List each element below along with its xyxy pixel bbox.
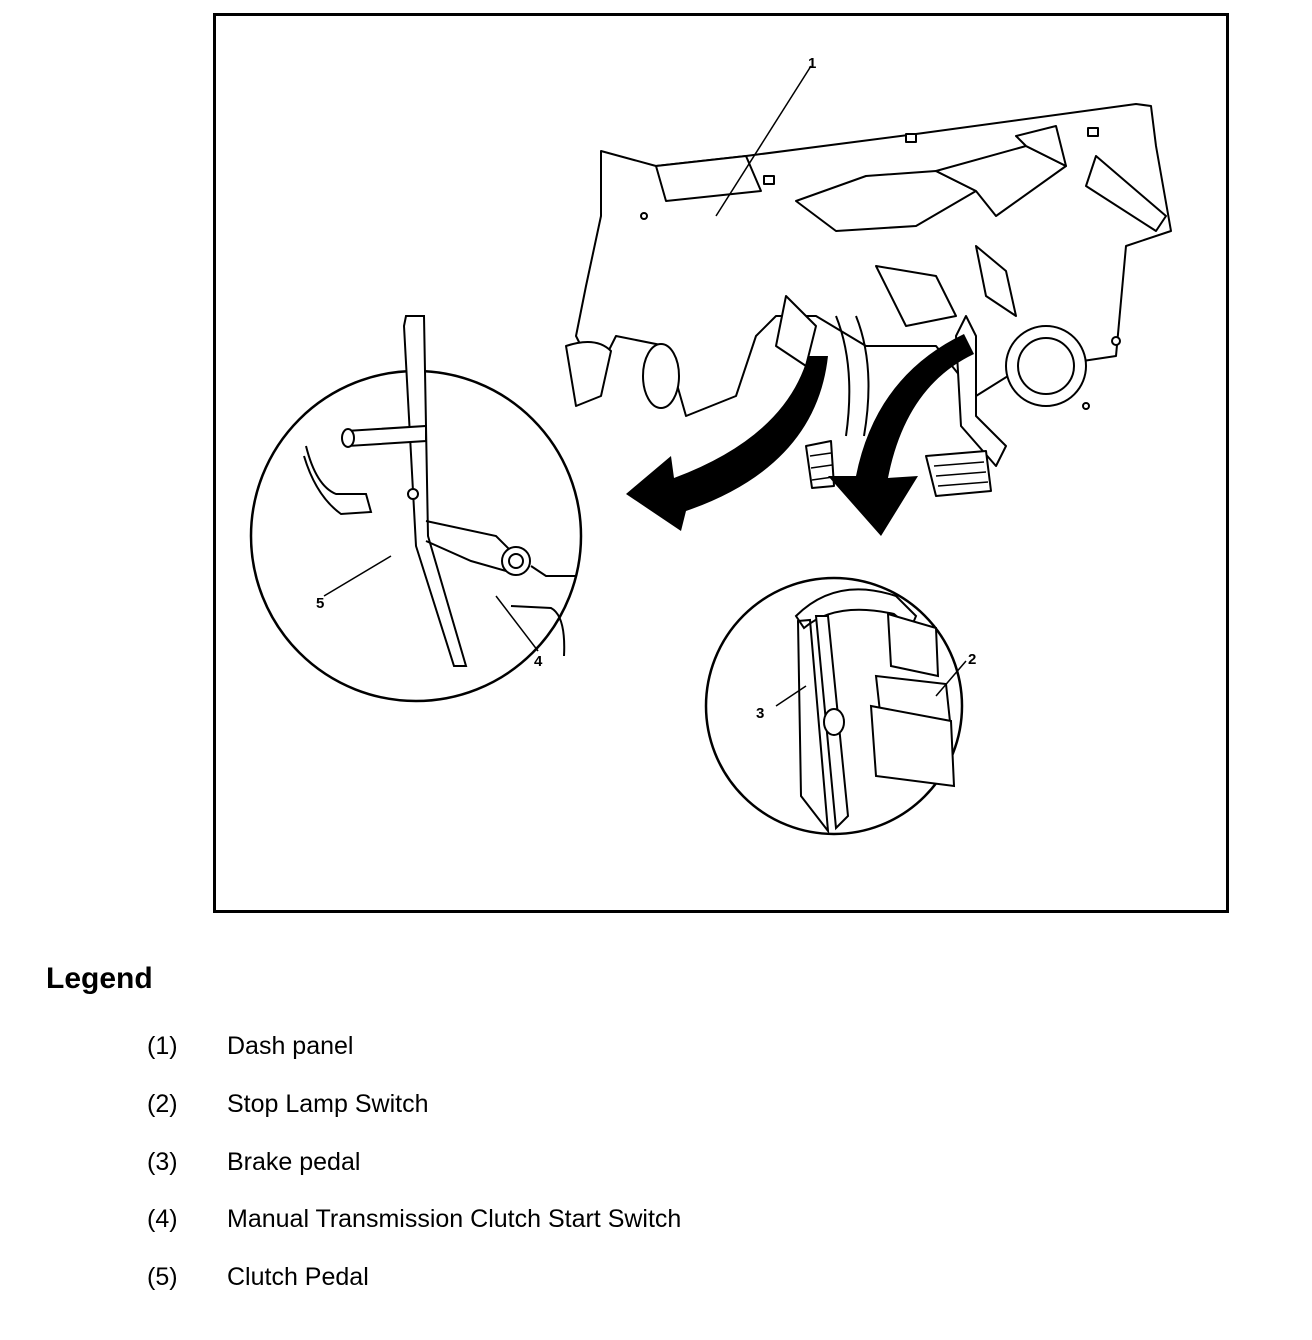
brake-detail-circle	[706, 578, 976, 834]
arrow-to-brake-detail	[828, 334, 974, 536]
diagram-canvas	[216, 16, 1226, 910]
legend-item-number: (5)	[147, 1263, 178, 1291]
legend-title: Legend	[46, 962, 153, 995]
legend-item-number: (2)	[147, 1090, 178, 1118]
legend-item-label: Brake pedal	[227, 1148, 361, 1176]
callout-4: 4	[534, 653, 543, 670]
callout-2: 2	[968, 651, 977, 668]
legend-item-label: Manual Transmission Clutch Start Switch	[227, 1205, 682, 1233]
legend-item-label: Dash panel	[227, 1032, 354, 1060]
callout-3: 3	[756, 705, 765, 722]
callout-1: 1	[808, 55, 817, 72]
legend-item-number: (4)	[147, 1205, 178, 1233]
legend-item-number: (3)	[147, 1148, 178, 1176]
figure-frame	[213, 13, 1229, 913]
legend-item-number: (1)	[147, 1032, 178, 1060]
legend-item-label: Stop Lamp Switch	[227, 1090, 429, 1118]
callout-5: 5	[316, 595, 325, 612]
clutch-detail-circle	[251, 316, 581, 701]
legend-item-label: Clutch Pedal	[227, 1263, 369, 1291]
